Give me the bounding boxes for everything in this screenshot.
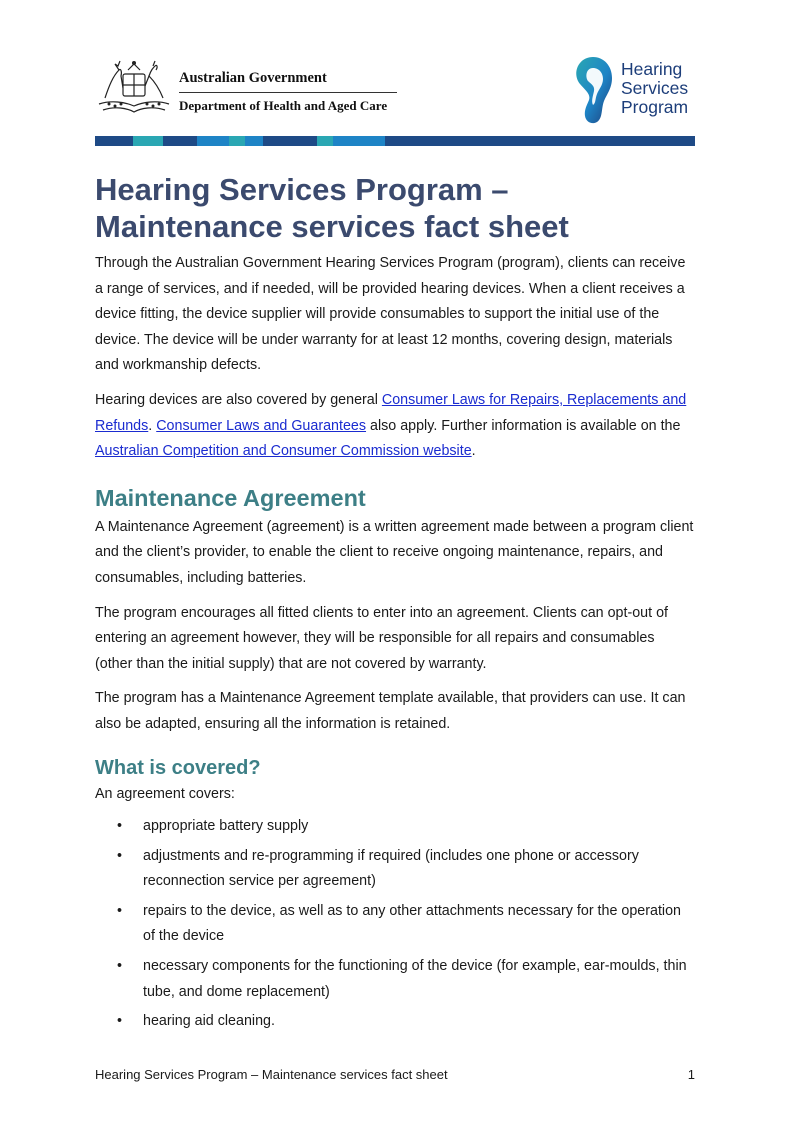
- what-is-covered-heading: What is covered?: [95, 756, 261, 779]
- list-item-text: appropriate battery supply: [143, 818, 309, 835]
- paragraph-text: .: [471, 443, 476, 460]
- list-item-text: necessary components for the functioning of the device (for example, ear-moulds, thin tube, and dome replacement): [143, 958, 687, 1000]
- government-name: Australian Government: [179, 70, 327, 86]
- stripe-segment: [385, 136, 407, 146]
- stripe-segment: [263, 136, 317, 146]
- agreement-definition-paragraph: A Maintenance Agreement (agreement) is a written agreement made between a program client and the client’s provider, to enable the client to receive ongoing maintenance, repairs, and consumables, including batteries.: [95, 518, 694, 586]
- bullet-icon: •: [117, 847, 123, 864]
- stripe-segment: [133, 136, 163, 146]
- title-line: Maintenance services fact sheet: [95, 209, 569, 244]
- list-item: [95, 1009, 695, 1035]
- consumer-laws-paragraph: [95, 388, 695, 465]
- paragraph-text: also apply. Further information is available on the: [366, 417, 681, 434]
- bullet-icon: •: [117, 902, 123, 919]
- consumer-laws-guarantees-link[interactable]: Consumer Laws and Guarantees: [156, 417, 367, 434]
- page-footer: [95, 1067, 695, 1082]
- header-color-stripe: [95, 136, 695, 146]
- page-title: [95, 171, 695, 245]
- maintenance-agreement-heading: Maintenance Agreement: [95, 484, 366, 511]
- title-line: Hearing Services Program –: [95, 172, 509, 207]
- page-header: [95, 56, 695, 126]
- list-item: [95, 899, 695, 950]
- stripe-segment: [333, 136, 385, 146]
- agreement-template-paragraph: The program has a Maintenance Agreement template available, that providers can use. It can also be adapted, ensuring all the information is retained.: [95, 690, 686, 732]
- logo-text-line: Hearing: [621, 59, 683, 79]
- stripe-segment: [197, 136, 229, 146]
- footer-title: Hearing Services Program – Maintenance services fact sheet: [95, 1067, 448, 1082]
- covered-intro: An agreement covers:: [95, 785, 235, 802]
- list-item: [95, 844, 695, 895]
- logo-text-line: Services: [621, 78, 689, 98]
- list-item: [95, 954, 695, 1005]
- stripe-segment: [229, 136, 245, 146]
- consumer-laws-repairs-link[interactable]: Consumer Laws for Repairs, Replacements and Refunds: [95, 391, 687, 434]
- list-item: [95, 814, 695, 840]
- bullet-icon: •: [117, 958, 123, 975]
- bullet-icon: •: [117, 818, 123, 835]
- stripe-segment: [317, 136, 333, 146]
- ear-logo-icon: [573, 56, 613, 124]
- paragraph-text: .: [148, 417, 157, 434]
- accc-website-link[interactable]: Australian Competition and Consumer Commission website: [95, 443, 472, 460]
- program-logo-text: [621, 60, 688, 117]
- covered-items-list: [95, 814, 695, 1035]
- stripe-segment: [95, 136, 133, 146]
- bullet-icon: •: [117, 1013, 123, 1030]
- stripe-segment: [163, 136, 197, 146]
- main-content: [95, 171, 695, 1039]
- government-branding: [179, 70, 399, 114]
- list-item-text: adjustments and re-programming if required (includes one phone or accessory reconnection service per agreement): [143, 847, 639, 890]
- stripe-segment: [245, 136, 263, 146]
- stripe-segment: [407, 136, 695, 146]
- agreement-encouragement-paragraph: The program encourages all fitted clients to enter into an agreement. Clients can opt-out of entering an agreement however, they will be responsible for all repairs and consumables (other than the initial supply) that are not covered by warranty.: [95, 604, 668, 672]
- intro-paragraph: Through the Australian Government Hearing Services Program (program), clients can receive a range of services, and if needed, will be provided hearing devices. When a client receives a device fitting, the device supplier will provide consumables to support the initial use of the device. The device will be under warranty for at least 12 months, covering design, materials and workmanship defects.: [95, 255, 686, 374]
- coat-of-arms-icon: [95, 58, 173, 116]
- department-name: Department of Health and Aged Care: [179, 98, 388, 113]
- page-number: 1: [687, 1067, 695, 1082]
- list-item-text: repairs to the device, as well as to any other attachments necessary for the operation of the device: [143, 902, 682, 945]
- branding-divider: [179, 92, 397, 93]
- list-item-text: hearing aid cleaning.: [143, 1013, 275, 1030]
- paragraph-text: Hearing devices are also covered by general: [95, 391, 382, 408]
- hearing-services-program-logo: [573, 56, 695, 126]
- logo-text-line: Program: [621, 97, 689, 117]
